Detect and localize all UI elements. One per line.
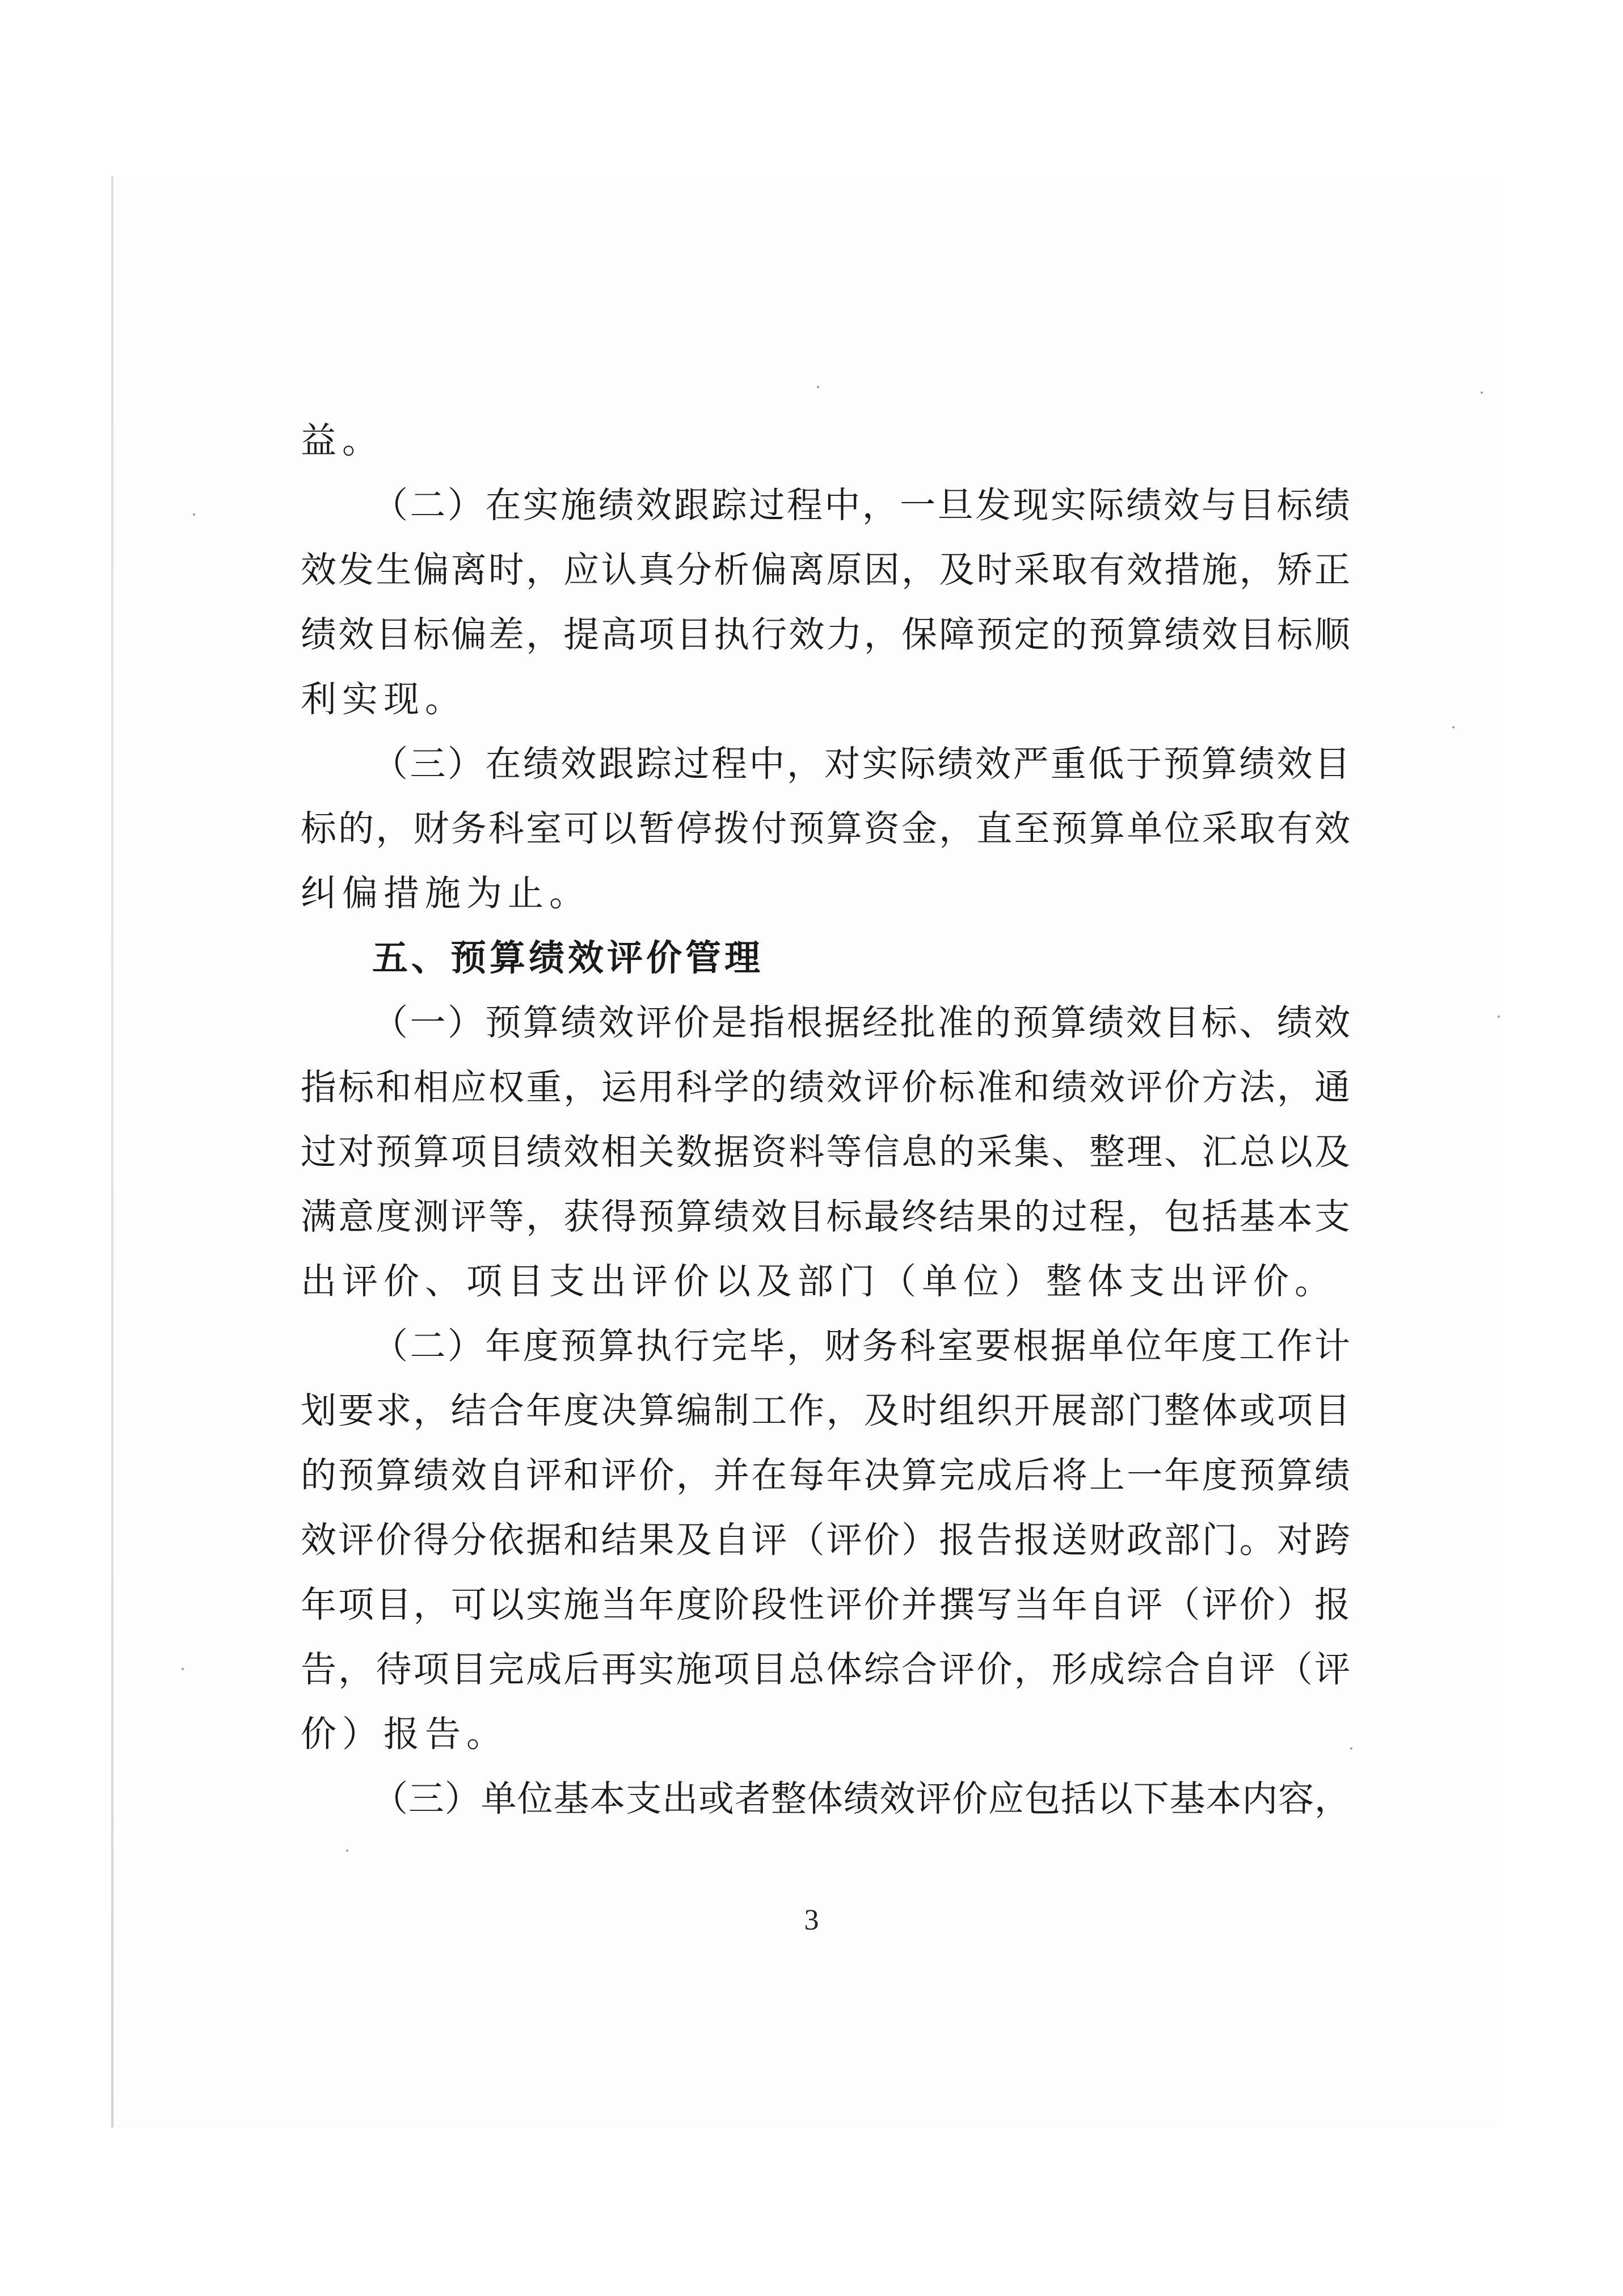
text-line: 绩效目标偏差，提高项目执行效力，保障预定的预算绩效目标顺 [301, 614, 1350, 655]
text-line: 的预算绩效自评和评价，并在每年决算完成后将上一年度预算绩 [301, 1455, 1350, 1496]
text-line: 指标和相应权重，运用科学的绩效评价标准和绩效评价方法，通 [301, 1067, 1350, 1108]
text-line: 益。 [301, 420, 383, 461]
text-line: （二）在实施绩效跟踪过程中，一旦发现实际绩效与目标绩 [372, 485, 1350, 526]
text-line: 出评价、项目支出评价以及部门（单位）整体支出评价。 [301, 1261, 1336, 1302]
body-text [301, 408, 1350, 1831]
text-line: 满意度测评等，获得预算绩效目标最终结果的过程，包括基本支 [301, 1196, 1350, 1237]
text-line: 划要求，结合年度决算编制工作，及时组织开展部门整体或项目 [301, 1390, 1350, 1431]
scan-speck [1452, 726, 1455, 728]
text-line: 纠偏措施为止。 [301, 873, 591, 914]
text-line: 利实现。 [301, 679, 466, 720]
text-line: （三）在绩效跟踪过程中，对实际绩效严重低于预算绩效目 [372, 743, 1350, 785]
page-number: 3 [804, 1904, 819, 1936]
scan-speck [1498, 1016, 1500, 1018]
scan-speck [193, 513, 195, 516]
scan-speck [817, 386, 819, 388]
scan-speck [1350, 1747, 1352, 1750]
text-line: 价）报告。 [301, 1713, 508, 1755]
text-line: 效发生偏离时，应认真分析偏离原因，及时采取有效措施，矫正 [301, 549, 1350, 591]
scan-speck [182, 1668, 184, 1670]
section-heading: 五、预算绩效评价管理 [372, 937, 764, 979]
text-line: 标的，财务科室可以暂停拨付预算资金，直至预算单位采取有效 [301, 808, 1350, 849]
text-line: 过对预算项目绩效相关数据资料等信息的采集、整理、汇总以及 [301, 1131, 1350, 1173]
text-line: 告，待项目完成后再实施项目总体综合评价，形成综合自评（评 [301, 1649, 1350, 1690]
text-line: （一）预算绩效评价是指根据经批准的预算绩效目标、绩效 [372, 1002, 1350, 1043]
scan-edge-shadow [111, 176, 113, 2128]
text-line: （三）单位基本支出或者整体绩效评价应包括以下基本内容， [372, 1778, 1350, 1819]
text-line: 效评价得分依据和结果及自评（评价）报告报送财政部门。对跨 [301, 1519, 1350, 1561]
scan-speck [1481, 391, 1483, 394]
text-line: 年项目，可以实施当年度阶段性评价并撰写当年自评（评价）报 [301, 1584, 1350, 1625]
scan-speck [346, 1850, 348, 1852]
text-line: （二）年度预算执行完毕，财务科室要根据单位年度工作计 [372, 1325, 1350, 1367]
